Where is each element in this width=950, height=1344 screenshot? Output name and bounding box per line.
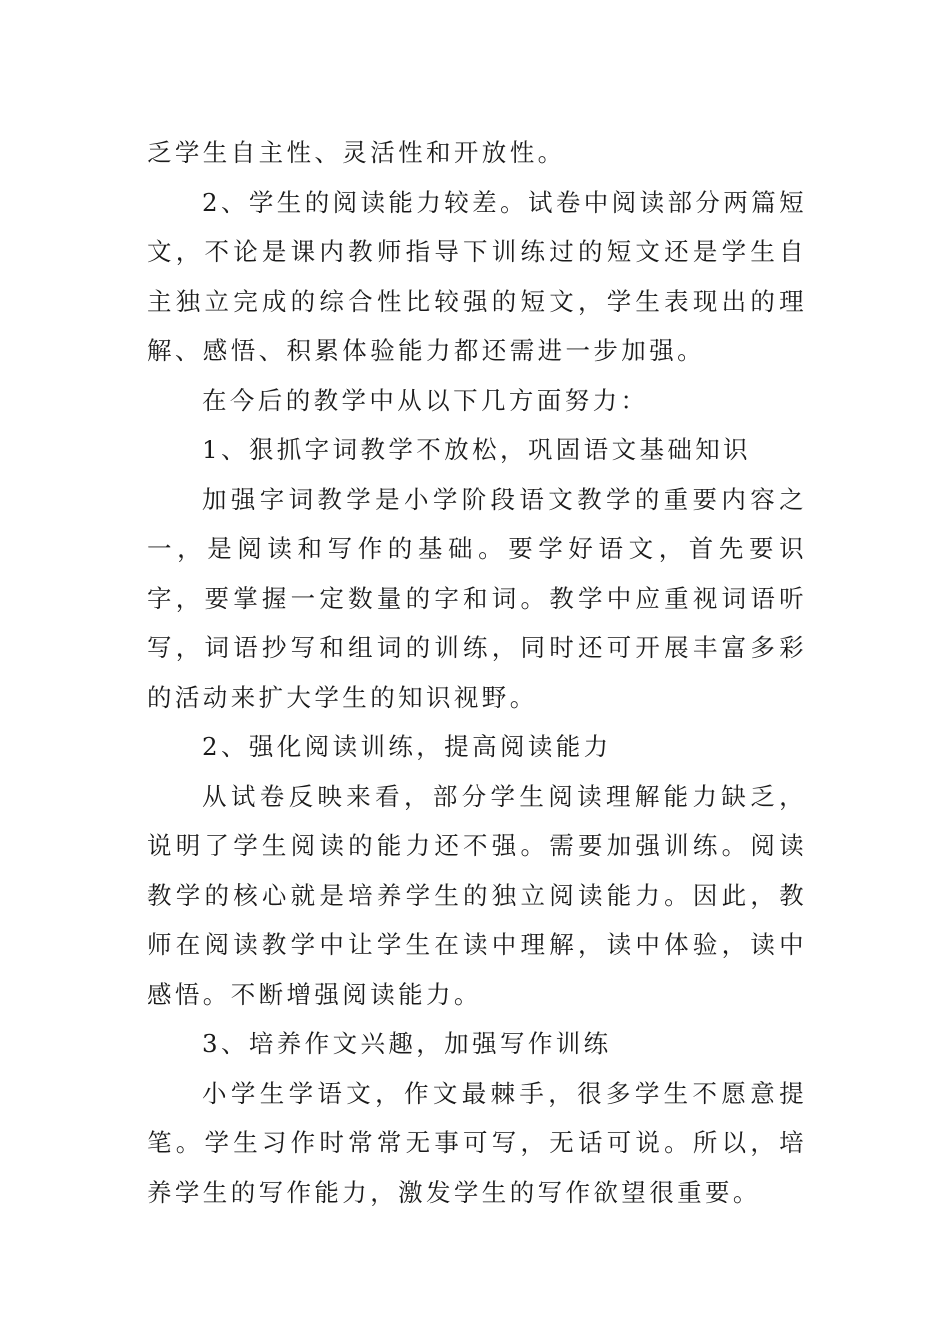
paragraph-vocabulary-teaching: 加强字词教学是小学阶段语文教学的重要内容之一，是阅读和写作的基础。要学好语文，首先要识字，要掌握一定数量的字和词。教学中应重视词语听写，词语抄写和组词的训练，同时还可开展丰富多彩的活动来扩大学生的知识视野。 [147,484,807,712]
heading-vocabulary-teaching: 1、狠抓字词教学不放松，巩固语文基础知识 [202,435,752,464]
body-text [147,128,807,1217]
paragraph-writing-interest: 小学生学语文，作文最棘手，很多学生不愿意提笔。学生习作时常常无事可写，无话可说。所以，培养学生的写作能力，激发学生的写作欲望很重要。 [147,1078,807,1207]
paragraph-continuation: 乏学生自主性、灵活性和开放性。 [147,138,566,167]
paragraph-reading-weakness: 2、学生的阅读能力较差。试卷中阅读部分两篇短文，不论是课内教师指导下训练过的短文还是学生自主独立完成的综合性比较强的短文，学生表现出的理解、感悟、积累体验能力都还需进一步加强。 [147,187,807,365]
heading-writing-interest: 3、培养作文兴趣，加强写作训练 [202,1029,612,1058]
paragraph-future-efforts: 在今后的教学中从以下几方面努力： [202,385,649,415]
heading-reading-training: 2、强化阅读训练，提高阅读能力 [202,732,612,761]
paragraph-reading-training: 从试卷反映来看，部分学生阅读理解能力缺乏，说明了学生阅读的能力还不强。需要加强训练。阅读教学的核心就是培养学生的独立阅读能力。因此，教师在阅读教学中让学生在读中理解，读中体验，读中感悟。不断增强阅读能力。 [147,781,807,1009]
